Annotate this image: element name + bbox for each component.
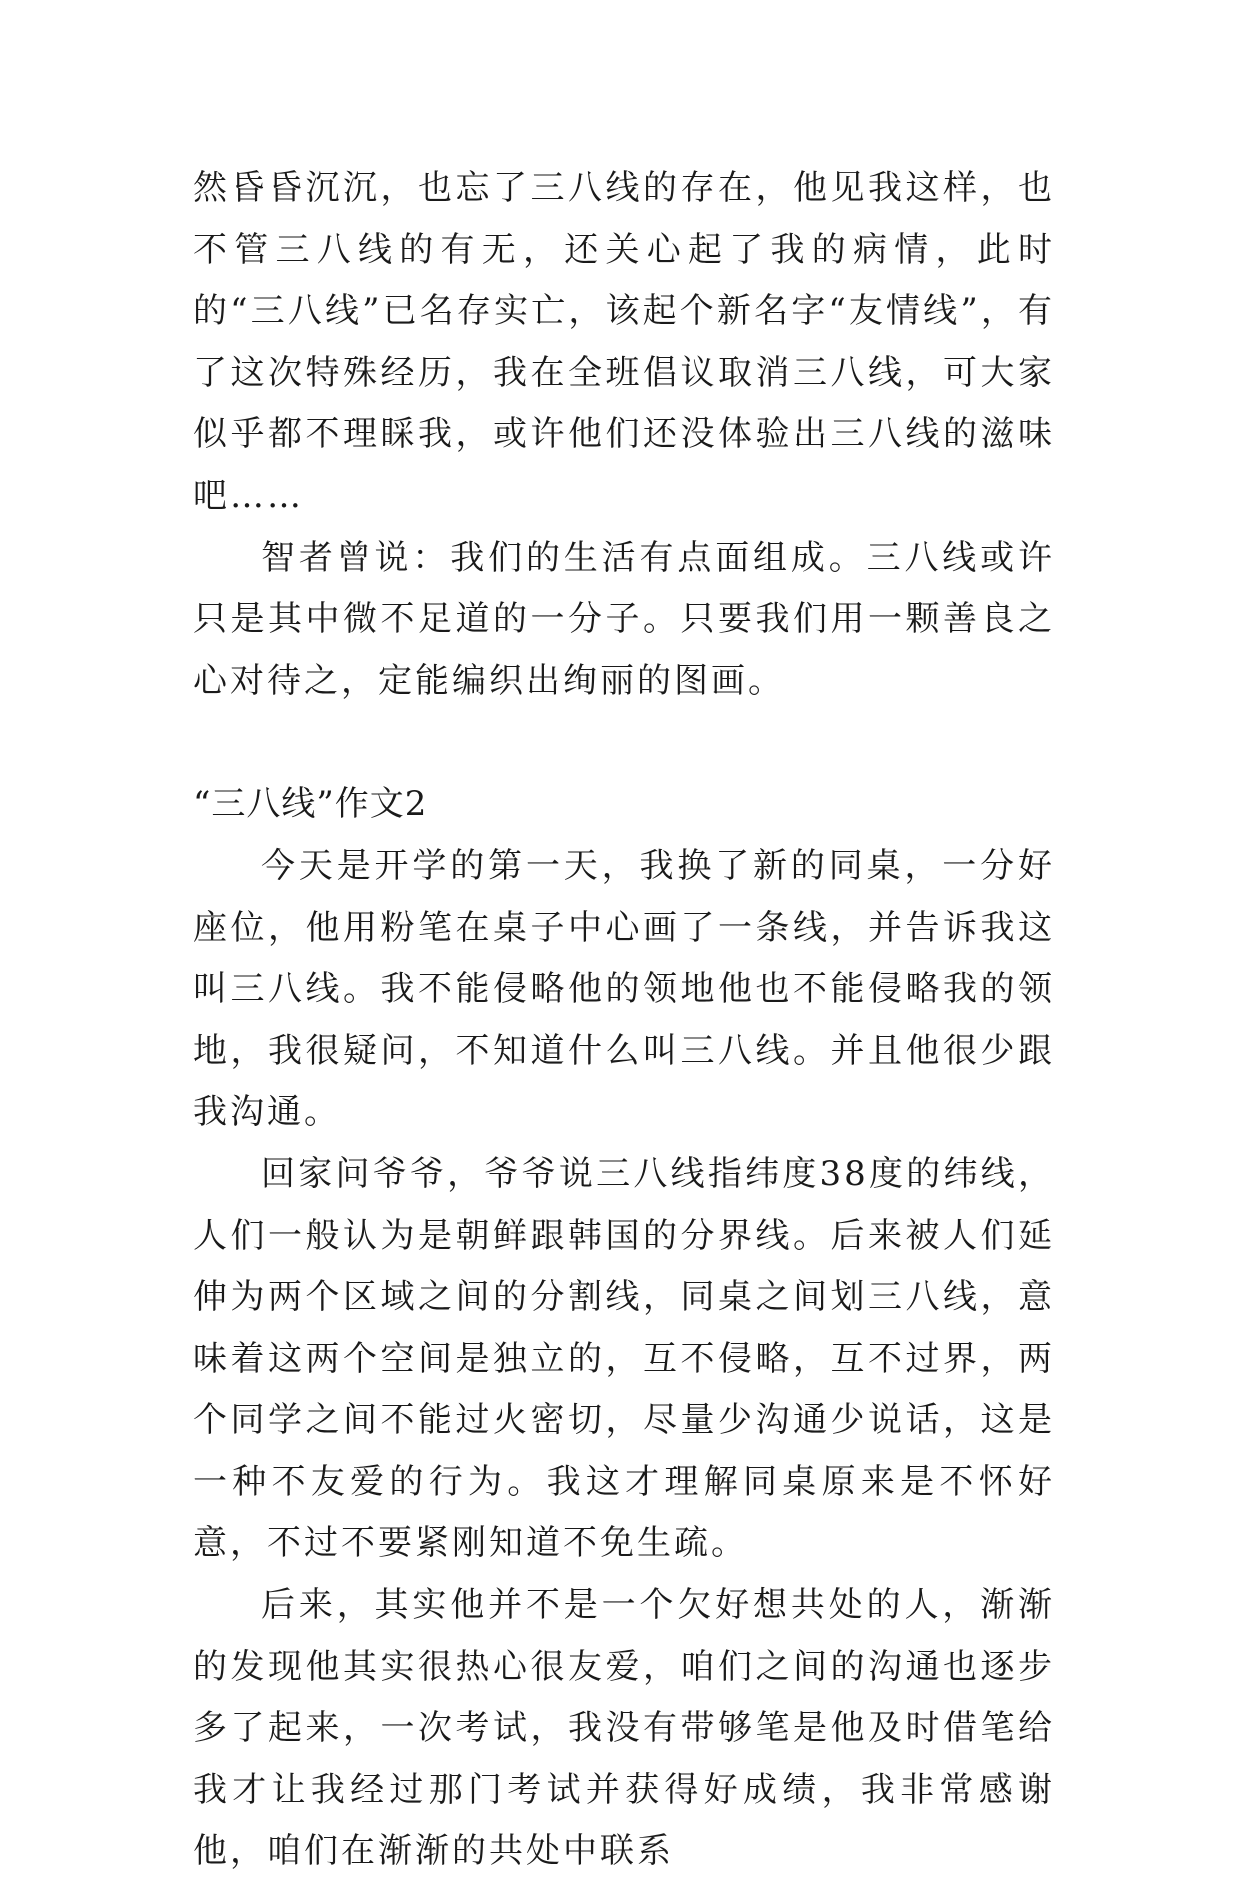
section-title: “三八线”作文2 <box>193 784 428 825</box>
paragraph-2: 回家问爷爷，爷爷说三八线指纬度38度的纬线，人们一般认为是朝鲜跟韩国的分界线。后来被人们延伸为两个区域之间的分割线，同桌之间划三八线，意味着这两个空间是独立的，互不侵略，互不过界，两个同学之间不能过火密切，尽量少沟通少说话，这是一种不友爱的行为。我这才理解同桌原来是不怀好意，不过不要紧刚知道不免生疏。 <box>193 1153 1055 1564</box>
paragraph-1: 今天是开学的第一天，我换了新的同桌，一分好座位，他用粉笔在桌子中心画了一条线，并告诉我这叫三八线。我不能侵略他的领地他也不能侵略我的领地，我很疑问，不知道什么叫三八线。并且他很少跟我沟通。 <box>193 845 1055 1133</box>
paragraph-3: 后来，其实他并不是一个欠好想共处的人，渐渐的发现他其实很热心很友爱，咱们之间的沟通也逐步多了起来，一次考试，我没有带够笔是他及时借笔给我才让我经过那门考试并获得好成绩，我非常感谢他，咱们在渐渐的共处中联系 <box>193 1585 1055 1872</box>
document-body <box>193 158 1055 1883</box>
paragraph-conclusion: 智者曾说：我们的生活有点面组成。三八线或许只是其中微不足道的一分子。只要我们用一颗善良之心对待之，定能编织出绚丽的图画。 <box>193 537 1055 701</box>
paragraph-continuation: 然昏昏沉沉，也忘了三八线的存在，他见我这样，也不管三八线的有无，还关心起了我的病情，此时的“三八线”已名存实亡，该起个新名字“友情线”，有了这次特殊经历，我在全班倡议取消三八线，可大家似乎都不理睬我，或许他们还没体验出三八线的滋味吧…… <box>193 168 1055 516</box>
